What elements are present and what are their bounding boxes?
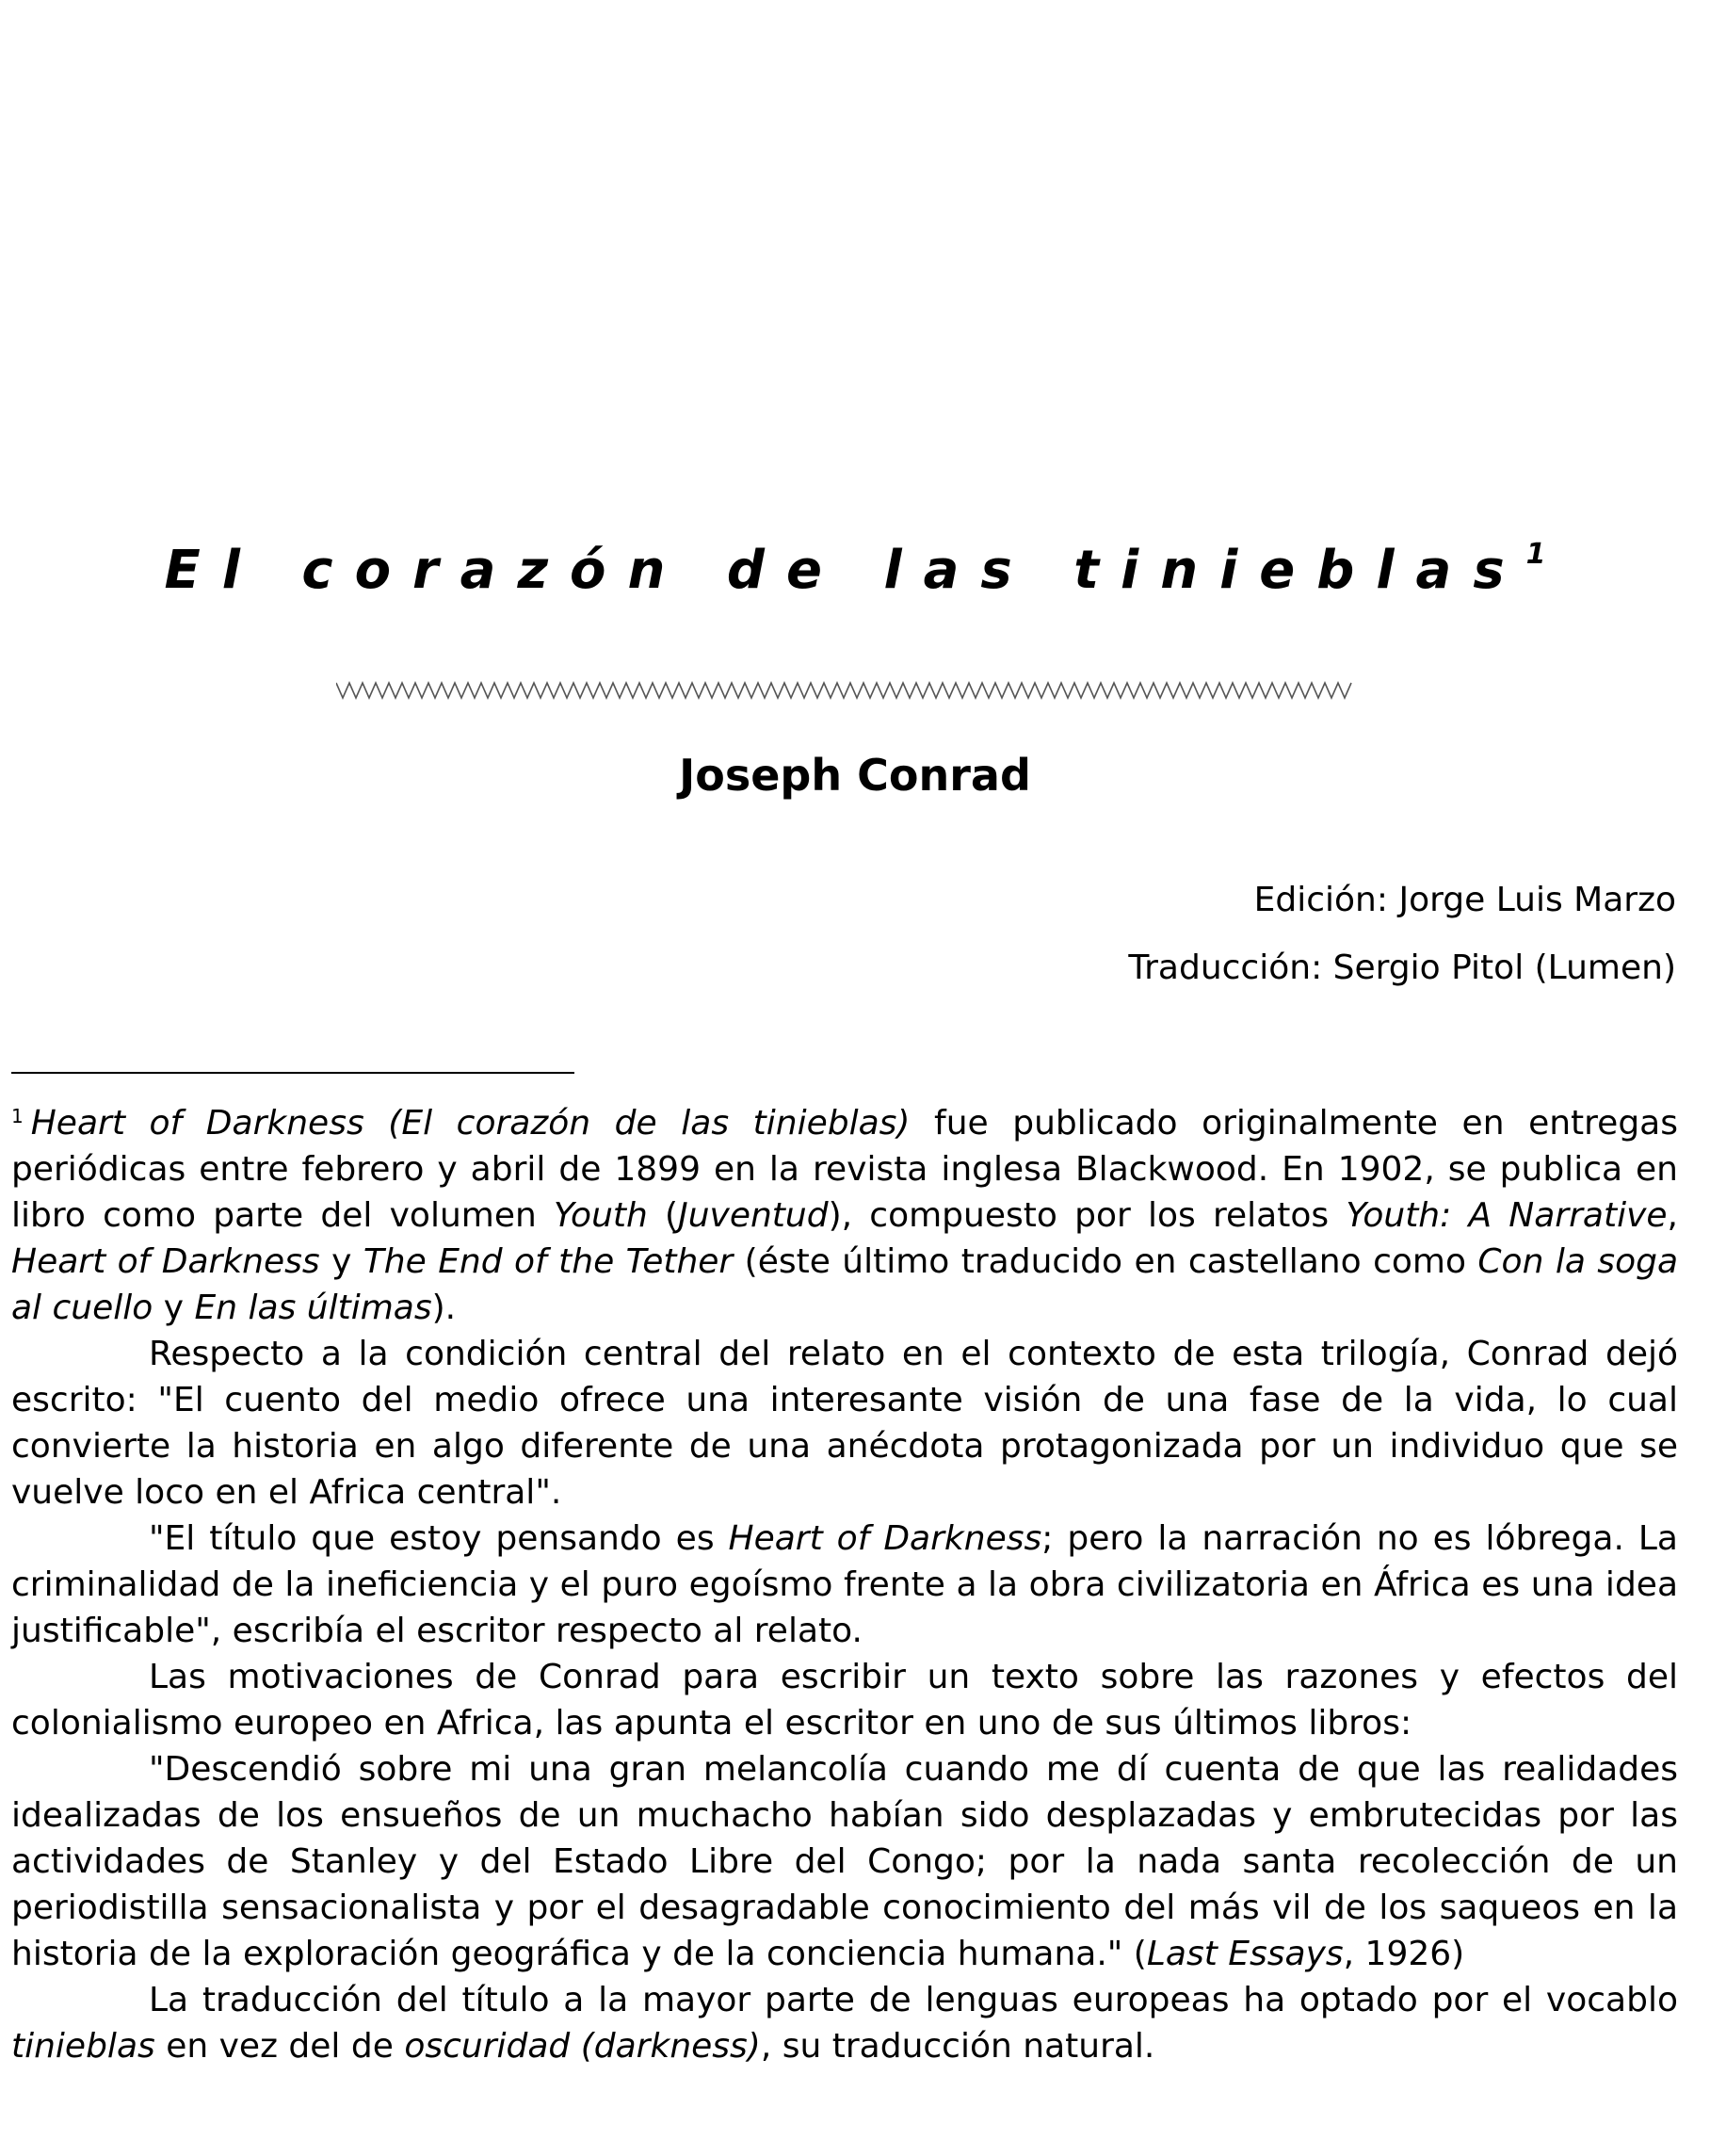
author-name: Joseph Conrad [679, 750, 1031, 801]
footnote-paragraph-4: Las motivaciones de Conrad para escribir un texto sobre las razones y efectos del colonialismo europeo en Africa, las apunta el escritor en uno de sus últimos libros: [11, 1658, 1678, 1743]
footnote-marker: 1 [11, 1105, 24, 1127]
footnote-paragraph-3: "El título que estoy pensando es Heart of Darkness; pero la narración no es lóbrega. La criminalidad de la ineficiencia y el puro egoísmo frente a la obra civilizatoria en África es una idea justificable", escribía el escritor respecto al relato. [11, 1519, 1678, 1650]
footnote-separator [11, 1072, 574, 1074]
footnote [11, 1100, 1678, 2069]
title-footnote-marker[interactable]: 1 [1525, 538, 1546, 571]
footnote-paragraph-2: Respecto a la condición central del relato en el contexto de esta trilogía, Conrad dejó escrito: "El cuento del medio ofrece una interesante visión de una fase de la vida, lo cual convierte la historia en algo diferente de una anécdota protagonizada por un individuo que se vuelve loco en el Africa central". [11, 1335, 1678, 1512]
document-title [0, 538, 1710, 601]
translation-credit: Traducción: Sergio Pitol (Lumen) [1128, 948, 1676, 987]
footnote-paragraph-5: "Descendió sobre mi una gran melancolía cuando me dí cuenta de que las realidades idealizadas de los ensueños de un muchacho habían sido desplazadas y embrutecidas por las actividades de Stanley y del Estado Libre del Congo; por la nada santa recolección de un periodistilla sensacionalista y por el desagradable conocimiento del más vil de los saqueos en la historia de la exploración geográfica y de la conciencia humana." (Last Essays, 1926) [11, 1750, 1678, 1973]
edition-credit: Edición: Jorge Luis Marzo [1253, 881, 1676, 919]
footnote-paragraph-1: $^1$ Heart of Darkness (El corazón de las tinieblas) fue publicado originalmente en entregas periódicas entre febrero y abril de 1899 en la revista inglesa Blackwood. En 1902, se publica en libro como parte del volumen Youth (Juventud), compuesto por los relatos Youth: A Narrative, Heart of Darkness y The End of the Tether (éste último traducido en castellano como Con la soga al cuello y En las últimas). [11, 1104, 1679, 1327]
footnote-paragraph-6: La traducción del título a la mayor parte de lenguas europeas ha optado por el vocablo tinieblas en vez del de oscuridad (darkness), su traducción natural. [11, 1981, 1678, 2066]
document-title-text: El corazón de las tinieblas [164, 540, 1526, 601]
zigzag-divider [336, 680, 1353, 701]
